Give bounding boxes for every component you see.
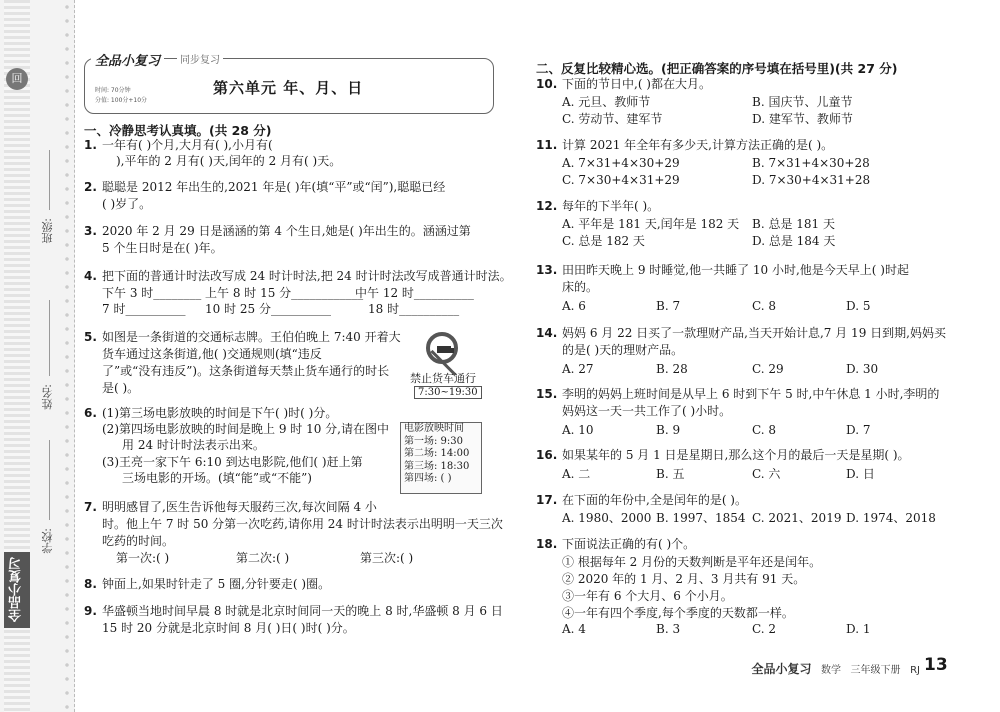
q15-option-d: D. 7	[846, 423, 871, 437]
q9-line-1: 华盛顿当地时间早晨 8 时就是北京时间同一天的晚上 8 时,华盛顿 8 月 6 日	[102, 604, 503, 618]
q1-line-1: 一年有( )个月,大月有( ),小月有(	[102, 138, 273, 152]
q6-line-5: 三场电影的开场。(填“能”或“不能”)	[122, 471, 312, 485]
q12-number: 12.	[536, 199, 558, 213]
q14-option-d: D. 30	[846, 362, 879, 376]
q18-statement-3: ③一年有 6 个大月、6 个小月。	[562, 589, 733, 603]
unit-header	[84, 54, 494, 114]
q17-option-d: D. 1974、2018	[846, 511, 936, 525]
binding-spine	[0, 0, 75, 712]
q13-option-d: D. 5	[846, 299, 871, 313]
q4-answer-d: 7 时__________	[102, 302, 186, 316]
q14-option-a: A. 27	[562, 362, 594, 376]
name-field-label: 姓名:	[41, 384, 54, 410]
q12-option-a: A. 平年是 181 天,闰年是 182 天	[562, 217, 740, 231]
section-2-title: 二、反复比较精心选。(把正确答案的序号填在括号里)(共 27 分)	[536, 61, 898, 76]
q2-line-2: ( )岁了。	[102, 197, 152, 211]
q5-line-2: 货车通过这条街道,他( )交通规则(填“违反	[102, 347, 322, 361]
q17-stem: 在下面的年份中,全是闰年的是( )。	[562, 493, 747, 507]
q1-number: 1.	[84, 138, 97, 152]
q11-option-c: C. 7×30+4×31+29	[562, 173, 680, 187]
q4-answer-c: 中午 12 时__________	[355, 286, 474, 300]
q4-number: 4.	[84, 269, 97, 283]
footer-subject: 数学	[821, 665, 841, 676]
q17-option-a: A. 1980、2000	[562, 511, 652, 525]
movie-row-2: 第二场: 14:00	[404, 448, 470, 459]
q13-option-c: C. 8	[752, 299, 777, 313]
page-number: 13	[924, 655, 948, 675]
school-field-line	[49, 440, 50, 520]
q2-number: 2.	[84, 180, 97, 194]
q6-line-2: (2)第四场电影放映的时间是晚上 9 时 10 分,请在图中	[102, 422, 389, 436]
class-field-label: 班级:	[41, 218, 54, 244]
page-footer	[751, 660, 920, 677]
q15-line-1: 李明的妈妈上班时间是从早上 6 时到下午 5 时,中午休息 1 小时,李明的	[562, 387, 940, 401]
q14-number: 14.	[536, 326, 558, 340]
q14-option-b: B. 28	[656, 362, 688, 376]
no-truck-icon	[426, 332, 458, 364]
q9-number: 9.	[84, 604, 97, 618]
movie-table-title: 电影放映时间	[404, 423, 464, 434]
q4-answer-f: 18 时__________	[368, 302, 460, 316]
q9-line-2: 15 时 20 分就是北京时间 8 月( )日( )时( )分。	[102, 621, 355, 635]
q4-answer-e: 10 时 25 分__________	[205, 302, 331, 316]
q5-line-3: 了”或“没有违反”)。这条街道每天禁止货车通行的时长	[102, 364, 390, 378]
q14-line-1: 妈妈 6 月 22 日买了一款理财产品,当天开始计息,7 月 19 日到期,妈妈买	[562, 326, 946, 340]
q13-number: 13.	[536, 263, 558, 277]
perforation	[64, 0, 70, 712]
q4-answer-a: 下午 3 时________	[102, 286, 202, 300]
score-value: 分值: 100分+10分	[95, 97, 148, 104]
name-field-line	[49, 300, 50, 376]
q2-line-1: 聪聪是 2012 年出生的,2021 年是( )年(填“平”或“闰”),聪聪已经	[102, 180, 446, 194]
q14-line-2: 的是( )天的理财产品。	[562, 343, 684, 357]
q5-line-4: 是( )。	[102, 381, 140, 395]
q13-line-2: 床的。	[562, 280, 599, 294]
spine-emblem: 回	[6, 68, 28, 90]
q14-option-c: C. 29	[752, 362, 784, 376]
header-subtitle: 同步复习	[177, 51, 223, 66]
q15-option-b: B. 9	[656, 423, 681, 437]
movie-row-3: 第三场: 18:30	[404, 460, 470, 472]
q6-line-4: (3)王亮一家下午 6:10 到达电影院,他们( )赶上第	[102, 455, 363, 469]
spine-brand-logo: 全品小复习	[4, 552, 30, 628]
q18-option-b: B. 3	[656, 622, 681, 636]
q3-line-2: 5 个生日时是在( )年。	[102, 241, 223, 255]
q4-line-1: 把下面的普通计时法改写成 24 时计时法,把 24 时计时法改写成普通计时法。	[102, 269, 512, 283]
q7-line-3: 吃药的时间。	[102, 534, 175, 548]
q10-option-c: C. 劳动节、建军节	[562, 112, 663, 126]
q6-line-1: (1)第三场电影放映的时间是下午( )时( )分。	[102, 406, 338, 420]
q18-statement-4: ④一年有四个季度,每个季度的天数都一样。	[562, 606, 794, 620]
section-1-title: 一、冷静思考认真填。(共 28 分)	[84, 123, 272, 138]
q15-number: 15.	[536, 387, 558, 401]
q17-option-c: C. 2021、2019	[752, 511, 842, 525]
q12-option-d: D. 总是 184 天	[752, 234, 836, 248]
movie-schedule-table	[400, 422, 482, 494]
q7-line-1: 明明感冒了,医生告诉他每天服药三次,每次间隔 4 小	[102, 500, 377, 514]
sign-time-range: 7:30~19:30	[414, 386, 482, 399]
q10-number: 10.	[536, 77, 558, 91]
school-field-label: 学校:	[41, 528, 54, 554]
q4-answer-b: 上午 8 时 15 分____________	[205, 286, 364, 300]
q13-option-a: A. 6	[562, 299, 586, 313]
q18-option-d: D. 1	[846, 622, 871, 636]
q7-answer-1: 第一次:( )	[116, 551, 170, 565]
q16-option-b: B. 五	[656, 467, 685, 481]
q15-line-2: 妈妈这一天一共工作了( )小时。	[562, 404, 732, 418]
q8-line-1: 钟面上,如果时针走了 5 圈,分针要走( )圈。	[102, 577, 331, 591]
q18-stem: 下面说法正确的有( )个。	[562, 537, 696, 551]
footer-edition: RJ	[910, 665, 920, 676]
q7-answer-3: 第三次:( )	[360, 551, 414, 565]
q7-line-2: 时。他上午 7 时 50 分第一次吃药,请你用 24 时计时法表示出明明一天三次	[102, 517, 503, 531]
q10-stem: 下面的节日中,( )都在大月。	[562, 77, 711, 91]
q12-option-c: C. 总是 182 天	[562, 234, 645, 248]
q3-number: 3.	[84, 224, 97, 238]
q10-option-d: D. 建军节、教师节	[752, 112, 853, 126]
q15-option-c: C. 8	[752, 423, 777, 437]
q6-number: 6.	[84, 406, 97, 420]
q16-option-d: D. 日	[846, 467, 875, 481]
time-limit: 时间: 70分钟	[95, 87, 131, 94]
q1-line-2: ),平年的 2 月有( )天,闰年的 2 月有( )天。	[116, 154, 342, 168]
q11-number: 11.	[536, 138, 558, 152]
q18-statement-2: ② 2020 年的 1 月、2 月、3 月共有 91 天。	[562, 572, 806, 586]
q16-number: 16.	[536, 448, 558, 462]
q12-option-b: B. 总是 181 天	[752, 217, 835, 231]
q18-statement-1: ① 根据每年 2 月份的天数判断是平年还是闰年。	[562, 555, 822, 569]
no-truck-traffic-sign	[410, 330, 476, 400]
q18-number: 18.	[536, 537, 558, 551]
footer-grade: 三年级下册	[850, 665, 901, 676]
q6-line-3: 用 24 时计时法表示出来。	[122, 438, 265, 452]
q11-stem: 计算 2021 年全年有多少天,计算方法正确的是( )。	[562, 138, 834, 152]
q15-option-a: A. 10	[562, 423, 594, 437]
movie-row-1: 第一场: 9:30	[404, 435, 464, 447]
class-field-line	[49, 150, 50, 210]
footer-brand: 全品小复习	[751, 662, 812, 676]
q5-line-1: 如图是一条街道的交通标志牌。王伯伯晚上 7:40 开着大	[102, 330, 401, 344]
q16-option-a: A. 二	[562, 467, 591, 481]
q3-line-1: 2020 年 2 月 29 日是涵涵的第 4 个生日,她是( )年出生的。涵涵过第	[102, 224, 471, 238]
unit-title: 第六单元 年、月、日	[213, 79, 364, 97]
q18-option-a: A. 4	[562, 622, 586, 636]
q16-stem: 如果某年的 5 月 1 日是星期日,那么这个月的最后一天是星期( )。	[562, 448, 910, 462]
q5-number: 5.	[84, 330, 97, 344]
q12-stem: 每年的下半年( )。	[562, 199, 660, 213]
truck-cab	[449, 348, 454, 353]
q17-option-b: B. 1997、1854	[656, 511, 746, 525]
q11-option-d: D. 7×30+4×31+28	[752, 173, 871, 187]
q13-line-1: 田田昨天晚上 9 时睡觉,他一共睡了 10 小时,他是今天早上( )时起	[562, 263, 909, 277]
q10-option-a: A. 元旦、教师节	[562, 95, 651, 109]
q17-number: 17.	[536, 493, 558, 507]
q10-option-b: B. 国庆节、儿童节	[752, 95, 853, 109]
q7-answer-2: 第二次:( )	[236, 551, 290, 565]
q16-option-c: C. 六	[752, 467, 781, 481]
q7-number: 7.	[84, 500, 97, 514]
movie-row-4: 第四场: ( )	[404, 473, 452, 484]
q13-option-b: B. 7	[656, 299, 681, 313]
q8-number: 8.	[84, 577, 97, 591]
q18-option-c: C. 2	[752, 622, 777, 636]
brand-logo: 全品小复习	[91, 50, 164, 69]
sign-caption: 禁止货车通行	[410, 372, 476, 385]
q11-option-a: A. 7×31+4×30+29	[562, 156, 680, 170]
q11-option-b: B. 7×31+4×30+28	[752, 156, 870, 170]
